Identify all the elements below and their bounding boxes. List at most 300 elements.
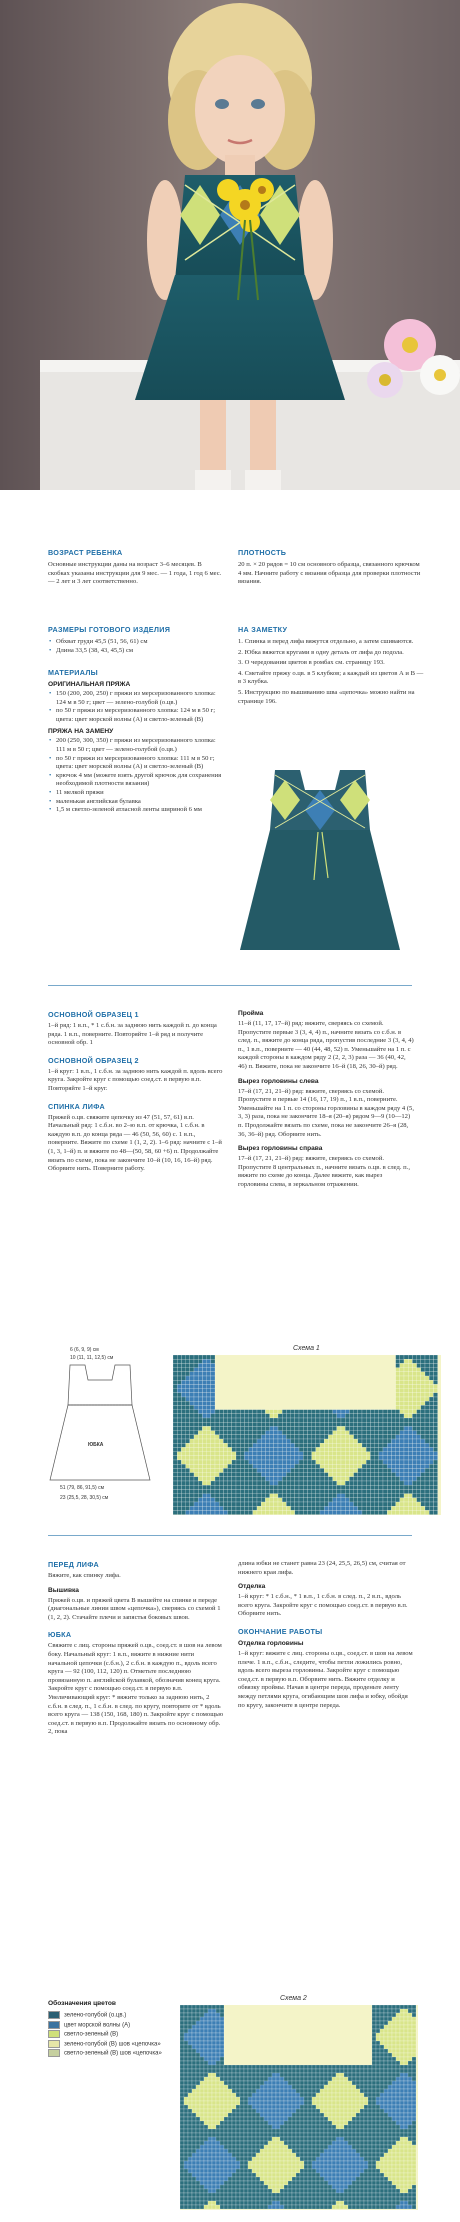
chart-cell — [288, 2157, 292, 2161]
chart-cell — [320, 1439, 324, 1443]
chart-cell — [328, 2113, 332, 2117]
chart-cell — [236, 1435, 240, 1439]
chart-cell — [224, 2173, 228, 2177]
chart-cell — [212, 2185, 216, 2189]
chart-cell — [256, 2069, 260, 2073]
chart-cell — [337, 1439, 341, 1443]
chart-cell — [256, 2197, 260, 2201]
chart-cell — [232, 2105, 236, 2109]
chart-cell — [433, 1460, 437, 1464]
chart-cell — [240, 2201, 244, 2205]
chart-cell — [207, 1368, 211, 1372]
chart-cell — [383, 1452, 387, 1456]
chart-cell — [276, 2121, 280, 2125]
chart-cell — [366, 1414, 370, 1418]
chart-cell — [408, 2189, 412, 2193]
chart-cell — [256, 2121, 260, 2125]
chart-cell — [412, 1452, 416, 1456]
chart-cell — [370, 1464, 374, 1468]
chart-cell — [232, 2073, 236, 2077]
chart-cell — [265, 1431, 269, 1435]
chart-cell — [433, 1431, 437, 1435]
chart-cell — [220, 2065, 224, 2069]
chart-cell — [188, 2137, 192, 2141]
chart-cell — [354, 1510, 358, 1514]
chart-cell — [388, 2049, 392, 2053]
chart-cell — [372, 2005, 376, 2009]
chart-cell — [207, 1456, 211, 1460]
chart-cell — [396, 2109, 400, 2113]
chart-cell — [236, 1464, 240, 1468]
chart-cell — [360, 2109, 364, 2113]
chart-cell — [260, 2165, 264, 2169]
chart-cell — [212, 2173, 216, 2177]
chart-cell — [316, 2065, 320, 2069]
chart-cell — [372, 2109, 376, 2113]
chart-cell — [284, 2077, 288, 2081]
chart-cell — [204, 2161, 208, 2165]
chart-cell — [316, 2145, 320, 2149]
chart-cell — [192, 2125, 196, 2129]
chart-cell — [421, 1389, 425, 1393]
chart-cell — [396, 1447, 400, 1451]
chart-cell — [190, 1456, 194, 1460]
chart-cell — [200, 2037, 204, 2041]
chart-cell — [328, 2085, 332, 2089]
chart-cell — [372, 2157, 376, 2161]
chart-cell — [188, 2161, 192, 2165]
chart-cell — [186, 1473, 190, 1477]
chart-cell — [184, 2149, 188, 2153]
chart-cell — [404, 2097, 408, 2101]
chart-cell — [207, 1384, 211, 1388]
chart-cell — [408, 1456, 412, 1460]
chart-cell — [337, 1464, 341, 1468]
chart-cell — [190, 1426, 194, 1430]
chart-cell — [332, 2145, 336, 2149]
chart-cell — [392, 2109, 396, 2113]
chart-cell — [211, 1481, 215, 1485]
chart-cell — [184, 2201, 188, 2205]
chart-cell — [228, 2077, 232, 2081]
chart-cell — [328, 2133, 332, 2137]
chart-cell — [354, 1443, 358, 1447]
chart-cell — [362, 1431, 366, 1435]
chart-cell — [232, 2141, 236, 2145]
chart-cell — [344, 2109, 348, 2113]
chart-cell — [384, 2177, 388, 2181]
chart-cell — [332, 2073, 336, 2077]
chart-cell — [433, 1359, 437, 1363]
chart-cell — [352, 2189, 356, 2193]
chart-cell — [278, 1410, 282, 1414]
chart-cell — [288, 2077, 292, 2081]
chart-cell — [320, 2165, 324, 2169]
chart-cell — [372, 2189, 376, 2193]
chart-cell — [296, 2137, 300, 2141]
chart-cell — [204, 2085, 208, 2089]
chart-cell — [368, 2145, 372, 2149]
chart-cell — [188, 2177, 192, 2181]
chart-cell — [188, 2049, 192, 2053]
chart-cell — [408, 1410, 412, 1414]
chart-cell — [244, 2153, 248, 2157]
chart-cell — [268, 2193, 272, 2197]
chart-cell — [260, 2065, 264, 2069]
chart-cell — [417, 1477, 421, 1481]
chart-cell — [340, 2073, 344, 2077]
chart-cell — [320, 1422, 324, 1426]
chart-cell — [228, 2097, 232, 2101]
chart-cell — [284, 2097, 288, 2101]
chart-cell — [291, 1426, 295, 1430]
chart-cell — [384, 2189, 388, 2193]
chart-cell — [186, 1510, 190, 1514]
chart-cell — [324, 2133, 328, 2137]
chart-cell — [240, 1506, 244, 1510]
chart-cell — [303, 1431, 307, 1435]
chart-cell — [324, 1410, 328, 1414]
chart-cell — [181, 1426, 185, 1430]
chart-cell — [396, 1456, 400, 1460]
chart-cell — [292, 2065, 296, 2069]
chart-cell — [272, 2073, 276, 2077]
chart-cell — [360, 2197, 364, 2201]
chart-cell — [396, 2081, 400, 2085]
chart-cell — [324, 1443, 328, 1447]
chart-cell — [380, 2109, 384, 2113]
chart-cell — [194, 1468, 198, 1472]
chart-cell — [412, 2141, 416, 2145]
chart-cell — [300, 2173, 304, 2177]
chart-cell — [312, 1443, 316, 1447]
chart-cell — [232, 2169, 236, 2173]
chart-cell — [198, 1435, 202, 1439]
chart-cell — [240, 2125, 244, 2129]
chart-cell — [192, 2017, 196, 2021]
chart-cell — [232, 1468, 236, 1472]
chart-cell — [404, 1510, 408, 1514]
chart-cell — [184, 2021, 188, 2025]
chart-cell — [425, 1397, 429, 1401]
chart-cell — [292, 2149, 296, 2153]
chart-cell — [388, 2117, 392, 2121]
chart-cell — [364, 2077, 368, 2081]
chart-cell — [264, 2165, 268, 2169]
chart-cell — [364, 2185, 368, 2189]
chart-cell — [308, 2197, 312, 2201]
chart-cell — [194, 1510, 198, 1514]
chart-cell — [376, 2177, 380, 2181]
chart-cell — [312, 2197, 316, 2201]
chart-cell — [220, 2097, 224, 2101]
chart-cell — [300, 2113, 304, 2117]
chart-cell — [380, 2025, 384, 2029]
chart-cell — [173, 1460, 177, 1464]
chart-cell — [344, 2145, 348, 2149]
chart-cell — [198, 1460, 202, 1464]
chart-cell — [340, 2153, 344, 2157]
chart-cell — [400, 1435, 404, 1439]
chart-cell — [192, 2189, 196, 2193]
chart-cell — [349, 1452, 353, 1456]
chart-cell — [248, 2177, 252, 2181]
chart-cell — [412, 2205, 416, 2209]
chart-cell — [232, 2185, 236, 2189]
chart-cell — [188, 2089, 192, 2093]
chart-cell — [276, 2185, 280, 2189]
chart-cell — [252, 2201, 256, 2205]
size-title: РАЗМЕРЫ ГОТОВОГО ИЗДЕЛИЯ — [48, 625, 171, 634]
chart-cell — [388, 2169, 392, 2173]
chart-cell — [396, 1510, 400, 1514]
chart-cell — [341, 1468, 345, 1472]
chart-cell — [324, 2117, 328, 2121]
chart-cell — [276, 2077, 280, 2081]
chart-cell — [295, 1422, 299, 1426]
chart-cell — [396, 1506, 400, 1510]
chart-cell — [284, 2165, 288, 2169]
chart-cell — [249, 1431, 253, 1435]
chart-cell — [300, 2089, 304, 2093]
section-front — [48, 1560, 224, 1737]
chart-cell — [211, 1355, 215, 1359]
chart-cell — [404, 2165, 408, 2169]
chart-cell — [198, 1473, 202, 1477]
chart-cell — [216, 2009, 220, 2013]
chart-cell — [211, 1489, 215, 1493]
chart-cell — [216, 2049, 220, 2053]
chart-cell — [404, 2137, 408, 2141]
chart-cell — [308, 2109, 312, 2113]
chart-cell — [190, 1380, 194, 1384]
chart-cell — [180, 2005, 184, 2009]
legend-swatch — [48, 2021, 60, 2029]
chart-cell — [260, 2085, 264, 2089]
chart-cell — [341, 1410, 345, 1414]
chart-cell — [412, 1502, 416, 1506]
chart-cell — [200, 2137, 204, 2141]
chart-cell — [181, 1393, 185, 1397]
chart-cell — [332, 2185, 336, 2189]
chart-cell — [388, 2061, 392, 2065]
chart-cell — [366, 1481, 370, 1485]
chart-cell — [200, 2093, 204, 2097]
chart-cell — [264, 2145, 268, 2149]
chart-cell — [400, 1502, 404, 1506]
chart-cell — [417, 1460, 421, 1464]
chart-cell — [380, 2141, 384, 2145]
chart-cell — [421, 1355, 425, 1359]
chart-cell — [248, 2113, 252, 2117]
chart-cell — [282, 1439, 286, 1443]
chart-cell — [370, 1456, 374, 1460]
chart-cell — [200, 2025, 204, 2029]
chart-cell — [384, 2105, 388, 2109]
chart-cell — [228, 2157, 232, 2161]
chart-cell — [208, 2153, 212, 2157]
chart-cell — [356, 2093, 360, 2097]
chart-cell — [200, 2097, 204, 2101]
chart-cell — [296, 2173, 300, 2177]
chart-cell — [296, 2169, 300, 2173]
chart-cell — [308, 2177, 312, 2181]
chart-cell — [256, 2065, 260, 2069]
chart-cell — [400, 2189, 404, 2193]
chart-cell — [196, 2165, 200, 2169]
chart-cell — [408, 1355, 412, 1359]
chart-cell — [328, 1422, 332, 1426]
chart-cell — [316, 1485, 320, 1489]
chart-cell — [248, 2133, 252, 2137]
chart-cell — [244, 1431, 248, 1435]
chart-cell — [181, 1498, 185, 1502]
chart-cell — [332, 2197, 336, 2201]
chart-cell — [212, 2033, 216, 2037]
chart-cell — [215, 1456, 219, 1460]
chart-cell — [272, 2069, 276, 2073]
chart-cell — [404, 1443, 408, 1447]
chart-cell — [376, 2165, 380, 2169]
chart-cell — [344, 2077, 348, 2081]
chart-cell — [284, 2145, 288, 2149]
chart-cell — [200, 2105, 204, 2109]
chart-cell — [284, 2189, 288, 2193]
chart-cell — [404, 2009, 408, 2013]
chart-cell — [208, 2189, 212, 2193]
chart-cell — [400, 2105, 404, 2109]
chart-cell — [324, 2069, 328, 2073]
chart-cell — [282, 1418, 286, 1422]
chart-cell — [252, 2089, 256, 2093]
chart-cell — [272, 2181, 276, 2185]
chart-cell — [388, 2105, 392, 2109]
neck-trim-text: 1–й круг: вяжите с лиц. стороны о.цв., соед.ст. в шов на левом плече. 1 в.п., с.б.н., следите, чтобы петли ложились ровно, вдоль всего выреза горловины. Закройте круг с помощью соед.ст. в первую в.п. Оборвите нить. Вяжите отделку и обвязку проймы. Начав в центре переда, проденьте ленту между петлями круга, огибающим шов лифа и юбку, обойдя по кругу, закончите в центре переда. — [238, 1649, 413, 1709]
chart-cell — [391, 1506, 395, 1510]
chart-cell — [173, 1435, 177, 1439]
chart-cell — [291, 1414, 295, 1418]
chart-cell — [320, 1494, 324, 1498]
chart-cell — [215, 1485, 219, 1489]
chart-cell — [308, 2069, 312, 2073]
chart-cell — [186, 1506, 190, 1510]
chart-cell — [228, 1460, 232, 1464]
chart-cell — [261, 1431, 265, 1435]
chart-cell — [412, 2169, 416, 2173]
chart-cell — [324, 2137, 328, 2141]
chart-cell — [300, 2109, 304, 2113]
chart-cell — [421, 1405, 425, 1409]
chart-cell — [396, 1389, 400, 1393]
chart-cell — [208, 2149, 212, 2153]
chart-cell — [264, 2117, 268, 2121]
chart-cell — [320, 2109, 324, 2113]
chart-cell — [333, 1464, 337, 1468]
chart-cell — [304, 2161, 308, 2165]
chart-cell — [412, 2197, 416, 2201]
chart-cell — [219, 1510, 223, 1514]
chart-cell — [404, 2037, 408, 2041]
chart-cell — [211, 1502, 215, 1506]
chart-cell — [303, 1456, 307, 1460]
chart-cell — [220, 2153, 224, 2157]
chart-cell — [328, 1443, 332, 1447]
chart-cell — [295, 1494, 299, 1498]
chart-cell — [248, 2129, 252, 2133]
chart-cell — [204, 2049, 208, 2053]
chart-cell — [348, 2141, 352, 2145]
chart-cell — [212, 2109, 216, 2113]
chart-cell — [244, 2117, 248, 2121]
chart-cell — [352, 2121, 356, 2125]
chart-cell — [240, 2081, 244, 2085]
chart-cell — [252, 2093, 256, 2097]
chart-cell — [280, 2089, 284, 2093]
chart-cell — [296, 2121, 300, 2125]
chart-cell — [256, 2073, 260, 2077]
chart-cell — [188, 2021, 192, 2025]
chart-cell — [291, 1452, 295, 1456]
chart-cell — [348, 2073, 352, 2077]
chart-cell — [348, 2201, 352, 2205]
chart-cell — [295, 1489, 299, 1493]
chart-cell — [370, 1477, 374, 1481]
chart-cell — [216, 2145, 220, 2149]
chart-cell — [344, 2065, 348, 2069]
chart-cell — [244, 2161, 248, 2165]
chart-cell — [379, 1447, 383, 1451]
chart-cell — [376, 2089, 380, 2093]
chart-cell — [224, 2073, 228, 2077]
chart-cell — [408, 1439, 412, 1443]
chart-cell — [404, 2117, 408, 2121]
chart-cell — [388, 2145, 392, 2149]
chart-cell — [408, 2009, 412, 2013]
chart-cell — [372, 2097, 376, 2101]
chart-cell — [274, 1422, 278, 1426]
chart-cell — [291, 1477, 295, 1481]
chart-cell — [404, 1502, 408, 1506]
chart-cell — [196, 2041, 200, 2045]
chart-cell — [417, 1473, 421, 1477]
chart-cell — [249, 1498, 253, 1502]
chart-cell — [387, 1502, 391, 1506]
chart-cell — [304, 2105, 308, 2109]
chart-cell — [360, 2121, 364, 2125]
chart-cell — [392, 2137, 396, 2141]
chart-cell — [244, 1477, 248, 1481]
chart-cell — [173, 1502, 177, 1506]
chart-cell — [228, 2065, 232, 2069]
chart-cell — [360, 2165, 364, 2169]
chart-cell — [316, 1422, 320, 1426]
chart-cell — [249, 1447, 253, 1451]
chart-cell — [212, 2005, 216, 2009]
chart-cell — [256, 2113, 260, 2117]
chart-cell — [224, 2101, 228, 2105]
chart-cell — [337, 1494, 341, 1498]
chart-cell — [304, 2145, 308, 2149]
chart-cell — [228, 1498, 232, 1502]
chart-cell — [260, 2185, 264, 2189]
chart-cell — [421, 1473, 425, 1477]
chart-cell — [412, 1397, 416, 1401]
chart-cell — [268, 2185, 272, 2189]
chart-cell — [252, 2085, 256, 2089]
chart-cell — [300, 2193, 304, 2197]
chart-cell — [248, 2193, 252, 2197]
chart-cell — [236, 2193, 240, 2197]
